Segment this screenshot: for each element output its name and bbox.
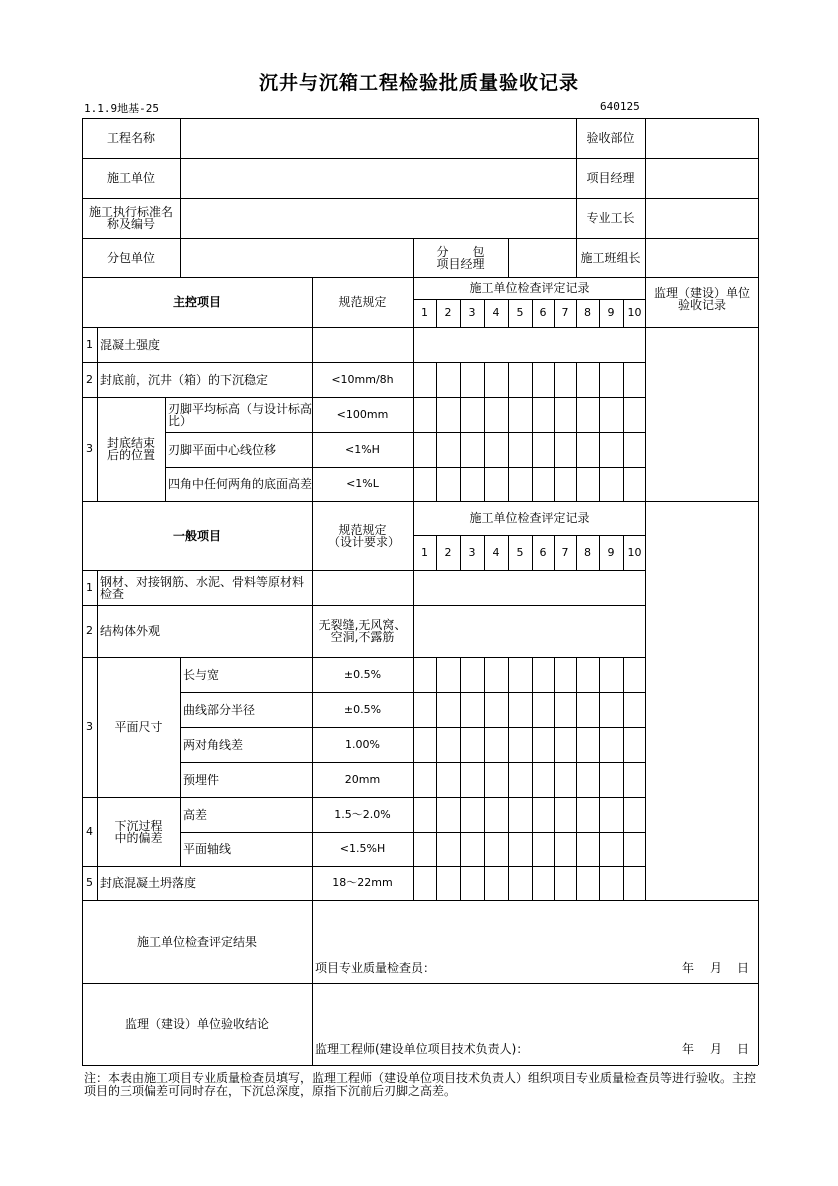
day-label: 日: [737, 1042, 750, 1056]
project-manager-label: 项目经理: [586, 171, 635, 185]
gen-item-4a-name: 高差: [183, 807, 208, 822]
gen-item-4-no: 4: [86, 824, 93, 838]
subcontractor-label: 分包单位: [106, 250, 155, 265]
construction-result-label: 施工单位检查评定结果: [136, 934, 257, 949]
gen-item-5-name: 封底混凝土坍落度: [100, 876, 197, 890]
construction-unit-label: 施工单位: [106, 171, 155, 185]
foreman-label: 专业工长: [586, 211, 635, 225]
supervisor-header: 监理（建设）单位验收记录: [653, 286, 750, 312]
grid-line-h: [82, 1065, 758, 1066]
year-label: 年: [682, 961, 695, 975]
main-item-3b-name: 刃脚平面中心线位移: [168, 442, 277, 457]
main-item-3c-spec: <1%L: [346, 477, 379, 490]
month-label: 月: [710, 1042, 723, 1056]
column-number-1: 1: [421, 306, 428, 319]
construction-unit-field[interactable]: [181, 159, 576, 198]
standard-label: 施工执行标准名称及编号: [88, 205, 173, 231]
column-number-3: 3: [468, 545, 476, 559]
column-number-10: 10: [627, 545, 642, 559]
team-leader-field[interactable]: [646, 239, 758, 277]
foreman-field[interactable]: [646, 199, 758, 238]
day-label: 日: [737, 961, 750, 975]
gen-item-4b-spec: <1.5%H: [339, 842, 386, 855]
gen-item-3d-name: 预埋件: [183, 772, 220, 787]
general-title: 一般项目: [172, 528, 221, 543]
main-item-2-no: 2: [86, 372, 93, 386]
general-spec-header: 规范规定（设计要求）: [328, 522, 401, 549]
month-label: 月: [710, 961, 723, 975]
inspector-date: [682, 958, 762, 978]
gen-item-3-group: 平面尺寸: [114, 720, 163, 734]
engineer-date: [682, 1039, 762, 1059]
column-number-6: 6: [539, 306, 547, 319]
sub-manager-field[interactable]: [509, 239, 576, 277]
column-number-9: 9: [607, 545, 615, 559]
grid-line-v: [460, 657, 461, 900]
grid-line-v: [623, 657, 624, 900]
main-control-title: 主控项目: [172, 295, 221, 309]
page-title: 沉井与沉箱工程检验批质量验收记录: [258, 72, 579, 94]
gen-item-2-no: 2: [86, 624, 93, 637]
gen-item-3b-spec: ±0.5%: [343, 702, 382, 716]
gen-item-3-no: 3: [86, 720, 93, 733]
grid-line-v: [554, 657, 555, 900]
column-number-10: 10: [627, 306, 642, 319]
column-number-7: 7: [561, 306, 569, 319]
gen-item-5-no: 5: [86, 876, 93, 889]
main-item-3c-name: 四角中任何两角的底面高差: [168, 477, 313, 491]
main-record-header: 施工单位检查评定记录: [469, 281, 590, 295]
gen-item-4-group: 下沉过程中的偏差: [114, 818, 163, 845]
column-number-5: 5: [516, 545, 524, 559]
subcontractor-field[interactable]: [181, 239, 413, 277]
column-number-1: 1: [421, 545, 428, 559]
grid-line-v: [484, 657, 485, 900]
main-item-3-no: 3: [86, 442, 93, 455]
gen-item-3b-name: 曲线部分半径: [183, 702, 256, 717]
main-spec-header: 规范规定: [338, 295, 387, 309]
gen-item-2-name: 结构体外观: [100, 624, 161, 638]
main-item-1-name: 混凝土强度: [100, 337, 161, 352]
column-number-8: 8: [584, 306, 591, 319]
gen-item-3c-name: 两对角线差: [183, 737, 244, 752]
project-name-label: 工程名称: [106, 131, 155, 145]
column-number-4: 4: [492, 545, 500, 559]
column-number-6: 6: [539, 545, 547, 559]
standard-field[interactable]: [181, 199, 576, 238]
general-record-header: 施工单位检查评定记录: [469, 511, 590, 525]
main-item-3a-spec: <100mm: [336, 407, 389, 421]
main-item-1-no: 1: [86, 337, 93, 351]
column-number-7: 7: [561, 545, 569, 559]
main-item-2-name: 封底前，沉井（箱）的下沉稳定: [100, 372, 269, 387]
gen-item-4b-name: 平面轴线: [183, 842, 232, 856]
gen-item-1-name: 钢材、对接钢筋、水泥、骨料等原材料检查: [100, 574, 305, 601]
acceptance-part-field[interactable]: [646, 119, 758, 158]
gen-item-2-spec: 无裂缝,无风窝、空洞,不露筋: [318, 618, 407, 644]
team-leader-label: 施工班组长: [580, 250, 641, 265]
gen-item-1-no: 1: [86, 580, 93, 594]
column-number-8: 8: [584, 545, 591, 559]
column-number-4: 4: [492, 306, 500, 319]
footnote: 注：本表由施工项目专业质量检查员填写，监理工程师（建设单位项目技术负责人）组织项目专业质量检查员等进行验收。主控项目的三项偏差可同时存在，下沉总深度，原指下沉前后刃脚之高差。: [84, 1071, 757, 1098]
sub-manager-label-line1: 分 包: [436, 244, 485, 259]
column-number-2: 2: [444, 306, 452, 319]
column-number-5: 5: [516, 306, 524, 319]
main-item-3-group: 封底结束后的位置: [106, 436, 155, 462]
sub-manager-label: [413, 238, 508, 277]
gen-item-3d-spec: 20mm: [344, 772, 381, 786]
form-code: 1.1.9地基-25: [84, 102, 159, 115]
sub-manager-label-line2: 项目经理: [436, 256, 485, 271]
project-manager-field[interactable]: [646, 159, 758, 198]
grid-line-v: [436, 657, 437, 900]
gen-item-3c-spec: 1.00%: [345, 737, 380, 751]
inspector-label: 项目专业质量检查员：: [315, 961, 436, 975]
gen-item-3a-name: 长与宽: [183, 667, 220, 682]
column-number-3: 3: [468, 306, 476, 319]
form-number: 640125: [600, 100, 640, 113]
engineer-label: 监理工程师(建设单位项目技术负责人)：: [315, 1042, 529, 1056]
supervisor-conclusion-label: 监理（建设）单位验收结论: [124, 1017, 269, 1031]
main-item-3a-name: 刃脚平均标高（与设计标高比）: [168, 401, 313, 428]
grid-line-v: [532, 657, 533, 900]
acceptance-part-label: 验收部位: [586, 131, 635, 145]
column-number-9: 9: [607, 306, 615, 319]
gen-item-4a-spec: 1.5～2.0%: [334, 807, 391, 821]
gen-item-5-spec: 18～22mm: [332, 876, 393, 889]
project-name-field[interactable]: [181, 119, 576, 158]
main-item-2-spec: <10mm/8h: [331, 372, 394, 386]
year-label: 年: [682, 1042, 695, 1056]
gen-item-3a-spec: ±0.5%: [343, 667, 382, 681]
grid-line-v: [758, 118, 759, 1065]
grid-line-v: [508, 657, 509, 900]
main-item-3b-spec: <1%H: [345, 442, 380, 456]
column-number-2: 2: [444, 545, 452, 559]
grid-line-v: [576, 657, 577, 900]
grid-line-v: [599, 657, 600, 900]
